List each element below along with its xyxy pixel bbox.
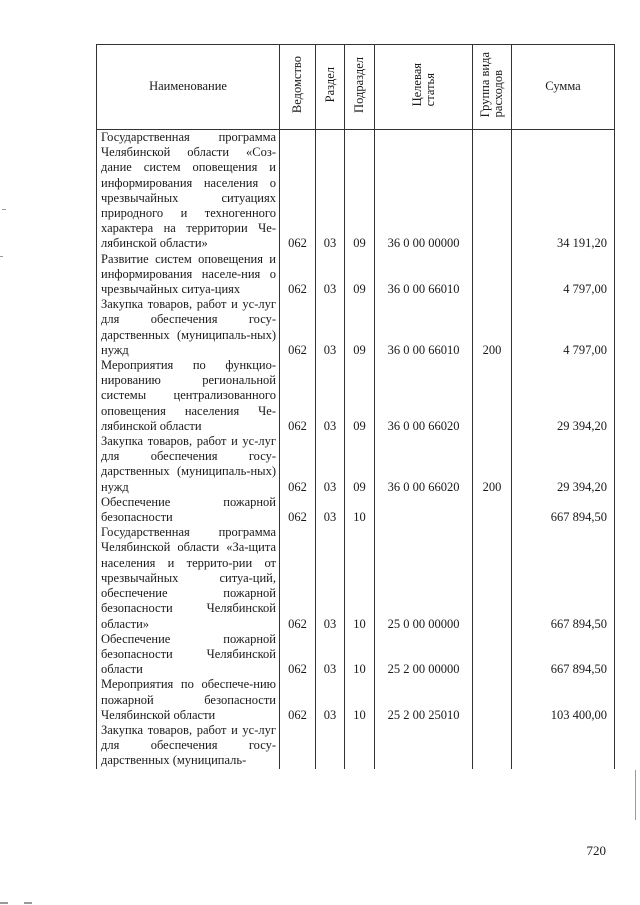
- cell-vedomstvo: 062: [280, 130, 316, 252]
- cell-vedomstvo: 062: [280, 358, 316, 434]
- cell-podrazdel: 09: [345, 130, 375, 252]
- cell-summa: 34 191,20: [512, 130, 615, 252]
- cell-podrazdel: 09: [345, 358, 375, 434]
- cell-name: Мероприятия по обеспече-нию пожарной безопасности Челябинской области: [97, 677, 280, 723]
- cell-razdel: [316, 723, 345, 769]
- cell-gruppa: [473, 723, 512, 769]
- cell-celevaya-statya: 25 0 00 00000: [375, 525, 473, 631]
- cell-name: Развитие систем оповещения и информирования населе-ния о чрезвычайных ситуа-циях: [97, 252, 280, 298]
- cell-podrazdel: 09: [345, 434, 375, 495]
- cell-name: Обеспечение пожарной безопасности: [97, 495, 280, 525]
- cell-razdel: 03: [316, 434, 345, 495]
- cell-name: Обеспечение пожарной безопасности Челябинской области: [97, 632, 280, 678]
- cell-vedomstvo: 062: [280, 677, 316, 723]
- table-row: [97, 495, 615, 525]
- cell-summa: 4 797,00: [512, 252, 615, 298]
- table-row: [97, 632, 615, 678]
- header-name: Наименование: [97, 45, 280, 130]
- cell-podrazdel: 10: [345, 525, 375, 631]
- table-row: [97, 297, 615, 358]
- scan-edge-mark: [2, 209, 6, 210]
- cell-celevaya-statya: 25 2 00 00000: [375, 632, 473, 678]
- cell-razdel: 03: [316, 130, 345, 252]
- budget-table: [96, 44, 615, 769]
- cell-celevaya-statya: 36 0 00 66020: [375, 358, 473, 434]
- cell-celevaya-statya: 36 0 00 00000: [375, 130, 473, 252]
- header-podrazdel: Подраздел: [345, 45, 375, 130]
- cell-razdel: 03: [316, 252, 345, 298]
- page-number: 720: [586, 843, 606, 858]
- cell-summa: 667 894,50: [512, 495, 615, 525]
- cell-name: Государственная программа Челябинской области «Соз-дание систем оповещения и информирования населения о чрезвычайных ситуациях природного и техногенного характера на территории Че-лябинской области»: [97, 130, 280, 252]
- cell-razdel: 03: [316, 632, 345, 678]
- cell-podrazdel: 10: [345, 632, 375, 678]
- cell-gruppa: [473, 495, 512, 525]
- scan-edge-mark: [0, 256, 3, 257]
- cell-gruppa: [473, 358, 512, 434]
- cell-vedomstvo: 062: [280, 297, 316, 358]
- table-row: [97, 723, 615, 769]
- cell-name: Закупка товаров, работ и ус-луг для обеспечения госу-дарственных (муниципаль-: [97, 723, 280, 769]
- table-row: [97, 434, 615, 495]
- cell-gruppa: [473, 525, 512, 631]
- table-row: [97, 677, 615, 723]
- cell-summa: 4 797,00: [512, 297, 615, 358]
- table-row: [97, 130, 615, 252]
- cell-summa: 29 394,20: [512, 358, 615, 434]
- cell-vedomstvo: 062: [280, 525, 316, 631]
- cell-razdel: 03: [316, 358, 345, 434]
- cell-name: Мероприятия по функцио-нированию региональной системы централизованного оповещения населения Че-лябинской области: [97, 358, 280, 434]
- scan-edge-mark: [635, 770, 636, 820]
- table-row: [97, 358, 615, 434]
- cell-podrazdel: 09: [345, 252, 375, 298]
- cell-celevaya-statya: 25 2 00 25010: [375, 677, 473, 723]
- cell-gruppa: [473, 632, 512, 678]
- cell-summa: [512, 723, 615, 769]
- header-celevaya-statya: Целеваястатья: [375, 45, 473, 130]
- table-row: [97, 252, 615, 298]
- table-row: [97, 525, 615, 631]
- cell-celevaya-statya: [375, 495, 473, 525]
- cell-vedomstvo: 062: [280, 434, 316, 495]
- cell-podrazdel: 10: [345, 677, 375, 723]
- table-body: [97, 130, 615, 769]
- cell-celevaya-statya: [375, 723, 473, 769]
- cell-razdel: 03: [316, 297, 345, 358]
- scan-edge-mark: [24, 902, 32, 904]
- cell-vedomstvo: [280, 723, 316, 769]
- cell-razdel: 03: [316, 677, 345, 723]
- cell-podrazdel: 09: [345, 297, 375, 358]
- cell-vedomstvo: 062: [280, 252, 316, 298]
- cell-gruppa: [473, 677, 512, 723]
- cell-celevaya-statya: 36 0 00 66010: [375, 252, 473, 298]
- cell-celevaya-statya: 36 0 00 66020: [375, 434, 473, 495]
- cell-vedomstvo: 062: [280, 495, 316, 525]
- cell-name: Закупка товаров, работ и ус-луг для обеспечения госу-дарственных (муниципаль-ных) нужд: [97, 297, 280, 358]
- cell-gruppa: [473, 252, 512, 298]
- cell-gruppa: [473, 130, 512, 252]
- cell-razdel: 03: [316, 525, 345, 631]
- cell-summa: 667 894,50: [512, 632, 615, 678]
- cell-razdel: 03: [316, 495, 345, 525]
- table-header: [97, 45, 615, 130]
- cell-summa: 667 894,50: [512, 525, 615, 631]
- header-summa: Сумма: [512, 45, 615, 130]
- scan-edge-mark: [0, 902, 8, 904]
- cell-summa: 29 394,20: [512, 434, 615, 495]
- cell-celevaya-statya: 36 0 00 66010: [375, 297, 473, 358]
- header-razdel: Раздел: [316, 45, 345, 130]
- cell-name: Закупка товаров, работ и ус-луг для обеспечения госу-дарственных (муниципаль-ных) нужд: [97, 434, 280, 495]
- header-vedomstvo: Ведомство: [280, 45, 316, 130]
- cell-gruppa: 200: [473, 297, 512, 358]
- cell-podrazdel: 10: [345, 495, 375, 525]
- cell-summa: 103 400,00: [512, 677, 615, 723]
- cell-gruppa: 200: [473, 434, 512, 495]
- cell-name: Государственная программа Челябинской области «За-щита населения и террито-рии от чрезвычайных ситуа-ций, обеспечение пожарной безопасности Челябинской области»: [97, 525, 280, 631]
- header-gruppa-vida-rashodov: Группа видарасходов: [473, 45, 512, 130]
- cell-vedomstvo: 062: [280, 632, 316, 678]
- cell-podrazdel: [345, 723, 375, 769]
